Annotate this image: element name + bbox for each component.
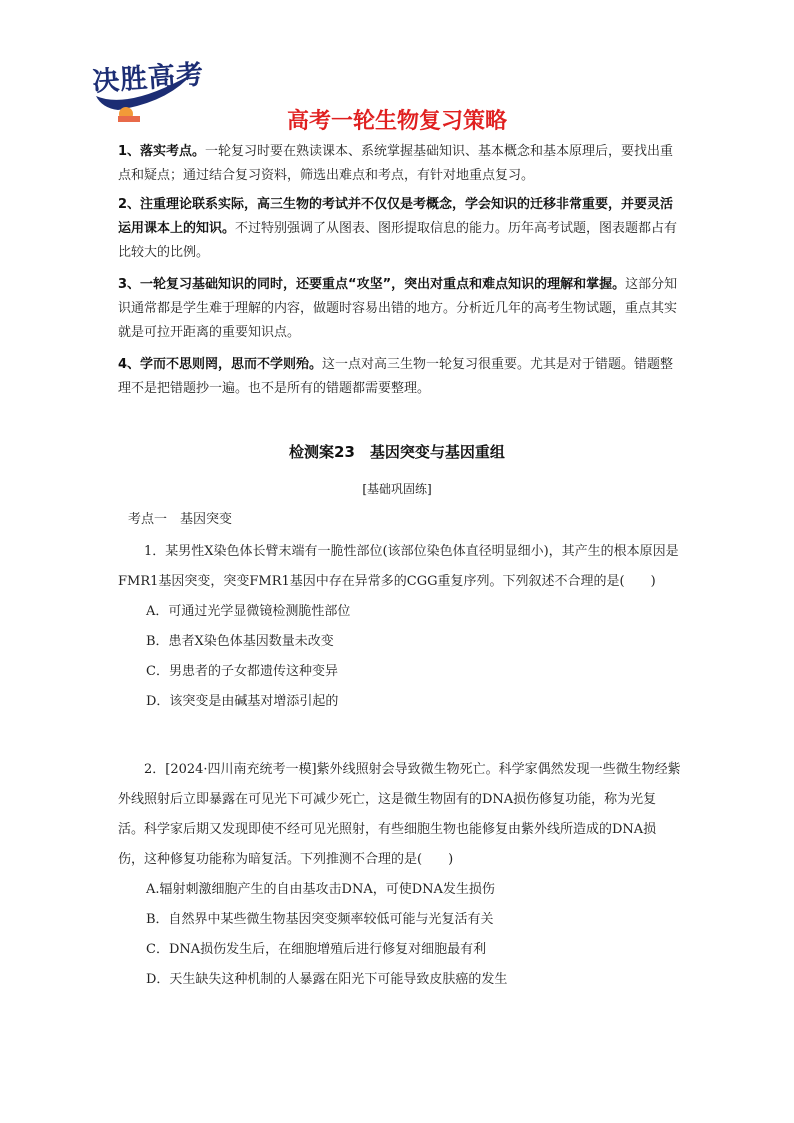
question-option: A．可通过光学显微镜检测脆性部位 (146, 604, 351, 619)
strategy-text: 一轮复习时要在熟读课本、系统掌握基础知识、基本概念和基本原理后，要找出重点和疑点；通过结合复习资料，筛选出难点和考点，有针对地重点复习。 (118, 144, 674, 183)
question-1 (118, 537, 682, 717)
section-subtitle: [基础巩固练] (362, 482, 432, 496)
strategy-text: 不过特别强调了从图表、图形提取信息的能力。历年高考试题，图表题都占有比较大的比例。 (118, 221, 678, 260)
logo-text: 决胜高考 (91, 59, 206, 98)
question-2 (118, 755, 682, 995)
strategy-item-2 (118, 193, 683, 265)
strategy-heading: 4、学而不思则罔，思而不学则殆。 (118, 357, 323, 372)
strategy-item-1 (118, 140, 683, 188)
section-title: 检测案23 基因突变与基因重组 (289, 443, 505, 461)
question-option: A.辐射刺激细胞产生的自由基攻击DNA，可使DNA发生损伤 (146, 882, 495, 897)
strategy-text: 这部分知识通常都是学生难于理解的内容，做题时容易出错的地方。分析近几年的高考生物试题，重点其实就是可拉开距离的重要知识点。 (118, 277, 678, 340)
strategy-item-4 (118, 353, 683, 401)
question-option: C．DNA损伤发生后，在细胞增殖后进行修复对细胞最有利 (146, 942, 487, 957)
strategy-text: 这一点对高三生物一轮复习很重要。尤其是对于错题。错题整理不是把错题抄一遍。也不是所有的错题都需要整理。 (118, 357, 674, 396)
strategy-heading: 1、落实考点。 (118, 144, 206, 159)
exam-point (118, 505, 682, 535)
page-title: 高考一轮生物复习策略 (286, 109, 507, 134)
question-option: D．该突变是由碱基对增添引起的 (146, 694, 339, 709)
question-stem: 2．[2024·四川南充统考一模]紫外线照射会导致微生物死亡。科学家偶然发现一些微生物经紫外线照射后立即暴露在可见光下可减少死亡，这是微生物固有的DNA损伤修复功能，称为光复活。科学家后期又发现即使不经可见光照射，有些细胞生物也能修复由紫外线所造成的DNA损伤，这种修复功能称为暗复活。下列推测不合理的是( ) (118, 762, 681, 867)
question-option: B．患者X染色体基因数量未改变 (146, 634, 334, 649)
strategy-item-3 (118, 273, 683, 345)
question-option: D．天生缺失这种机制的人暴露在阳光下可能导致皮肤癌的发生 (146, 972, 508, 987)
strategy-heading: 2、注重理论联系实际，高三生物的考试并不仅仅是考概念，学会知识的迁移非常重要，并要灵活运用课本上的知识。 (118, 197, 674, 236)
question-stem: 1．某男性X染色体长臂末端有一脆性部位(该部位染色体直径明显细小)，其产生的根本原因是FMR1基因突变，突变FMR1基因中存在异常多的CGG重复序列。下列叙述不合理的是( ) (118, 544, 679, 589)
question-option: C．男患者的子女都遗传这种变异 (146, 664, 338, 679)
strategy-heading: 3、一轮复习基础知识的同时，还要重点“攻坚”，突出对重点和难点知识的理解和掌握。 (118, 277, 626, 292)
question-option: B．自然界中某些微生物基因突变频率较低可能与光复活有关 (146, 912, 494, 927)
exam-point-label: 考点一 基因突变 (128, 512, 233, 527)
